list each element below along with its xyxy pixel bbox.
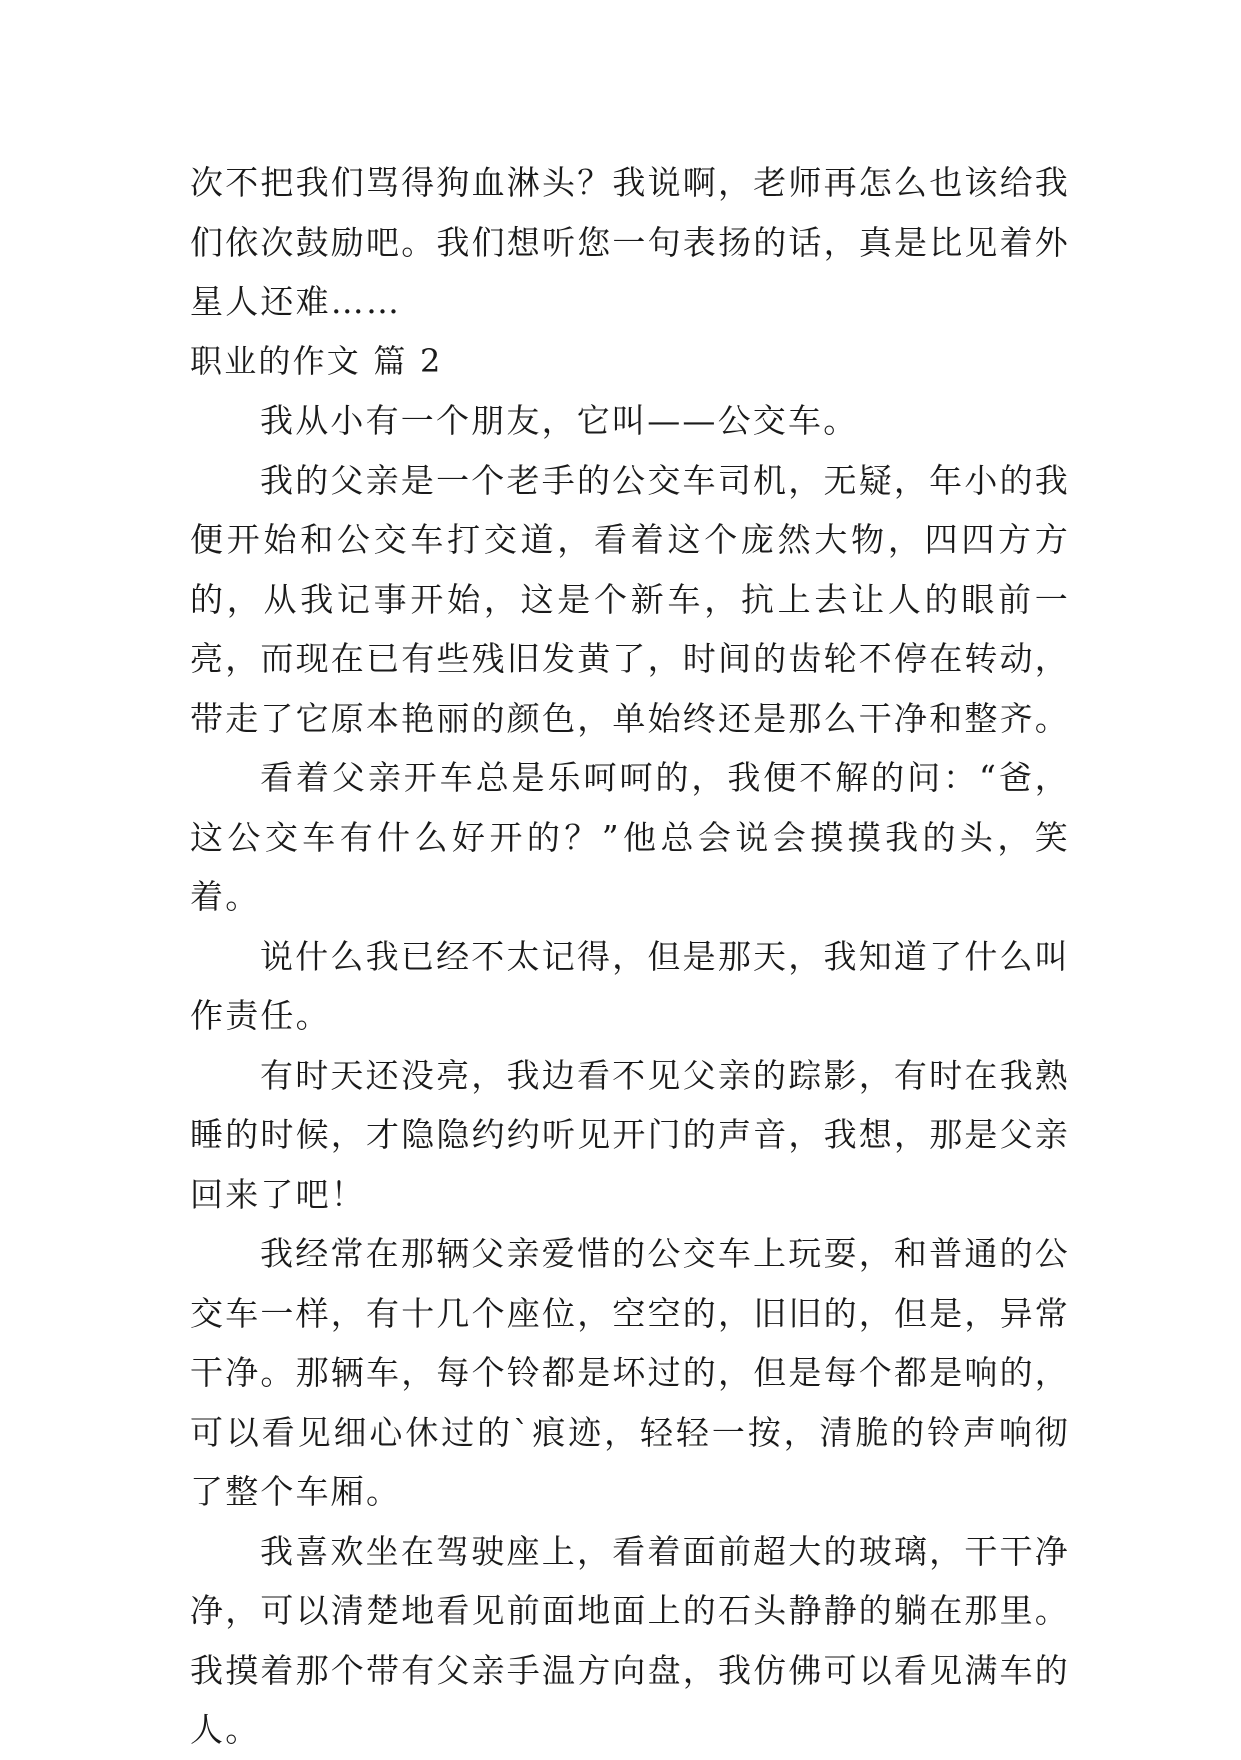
paragraph: 说什么我已经不太记得，但是那天，我知道了什么叫作责任。 (190, 936, 1070, 1035)
paragraph: 我经常在那辆父亲爱惜的公交车上玩耍，和普通的公交车一样，有十几个座位，空空的，旧旧的，但是，异常干净。那辆车，每个铃都是坏过的，但是每个都是响的，可以看见细心休过的`痕迹，轻轻一按，清脆的铃声响彻了整个车厢。 (190, 1234, 1070, 1511)
paragraph: 我的父亲是一个老手的公交车司机，无疑，年小的我便开始和公交车打交道，看着这个庞然大物，四四方方的，从我记事开始，这是个新车，抗上去让人的眼前一亮，而现在已有些残旧发黄了，时间的齿轮不停在转动，带走了它原本艳丽的颜色，单始终还是那么干净和整齐。 (190, 460, 1070, 738)
essay-text (190, 153, 1070, 1760)
section-heading: 职业的作文 篇 2 (190, 341, 443, 380)
paragraph: 我从小有一个朋友，它叫——公交车。 (260, 401, 859, 440)
paragraph: 有时天还没亮，我边看不见父亲的踪影，有时在我熟睡的时候，才隐隐约约听见开门的声音，我想，那是父亲回来了吧！ (190, 1055, 1070, 1214)
paragraph: 看着父亲开车总是乐呵呵的，我便不解的问：“爸，这公交车有什么好开的？”他总会说会摸摸我的头，笑着。 (190, 758, 1070, 916)
paragraph: 我喜欢坐在驾驶座上，看着面前超大的玻璃，干干净净，可以清楚地看见前面地面上的石头静静的躺在那里。我摸着那个带有父亲手温方向盘，我仿佛可以看见满车的人。 (190, 1531, 1070, 1749)
continuation-paragraph: 次不把我们骂得狗血淋头？我说啊，老师再怎么也该给我们依次鼓励吧。我们想听您一句表扬的话，真是比见着外星人还难…… (190, 163, 1070, 321)
